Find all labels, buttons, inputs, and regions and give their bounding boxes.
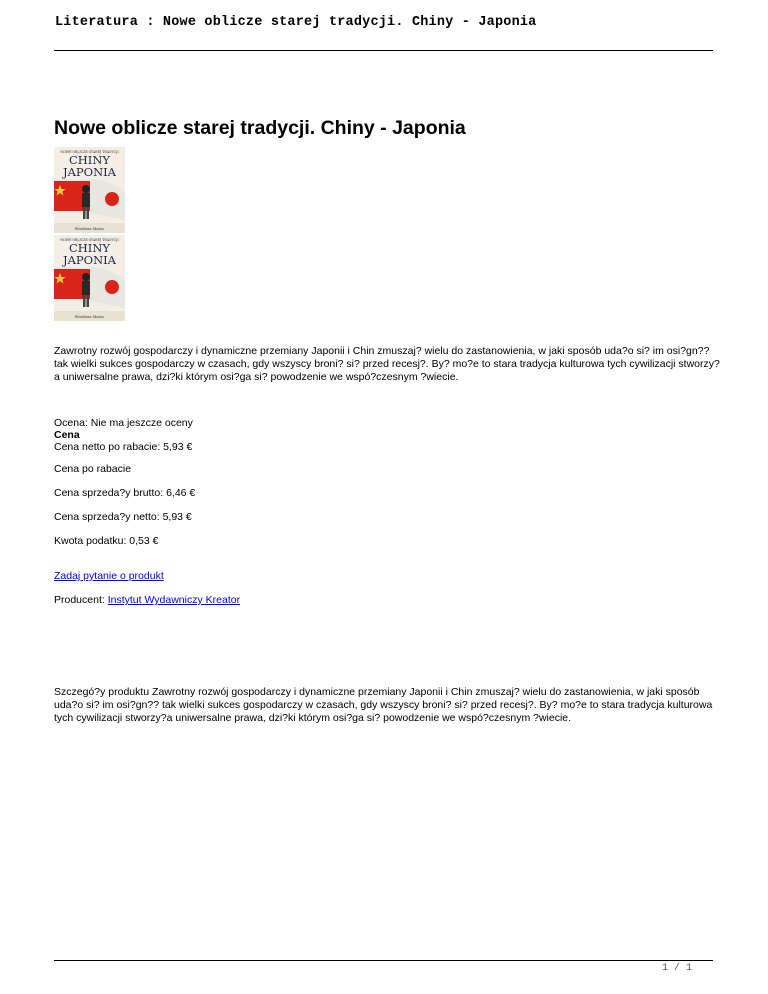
header-divider [54, 50, 713, 51]
producer-link[interactable]: Instytut Wydawniczy Kreator [107, 594, 241, 606]
page-title: Nowe oblicze starej tradycji. Chiny - Japonia [54, 117, 466, 139]
producer-line [54, 594, 240, 607]
tax-amount: Kwota podatku: 0,53 € [54, 535, 159, 547]
cover-author: Wiesława Mazur [74, 227, 105, 231]
page-number: 1 / 1 [662, 963, 693, 974]
price-heading: Cena [54, 429, 80, 441]
footer-divider [54, 960, 713, 961]
product-details: Szczegó?y produktu Zawrotny rozwój gospodarczy i dynamiczne przemiany Japonii i Chin zmuszaj? wielu do zastanowienia, w jaki sposób uda?o si? im osi?gn?? tak wielki sukces gospodarczy w czasach, gdy wszyscy broni? si? przed recesj?. By? mo?e to stara tradycja kulturowa tych cywilizacji stworzy?a uniwersalne prawa, dzi?ki którym osi?ga si? powodzenie we wspó?czesnym ?wiecie. [54, 686, 713, 724]
book-cover-image [54, 235, 125, 321]
cover-author: Wiesława Mazur [74, 315, 105, 319]
product-description: Zawrotny rozwój gospodarczy i dynamiczne przemiany Japonii i Chin zmuszaj? wielu do zastanowienia, w jaki sposób uda?o si? im osi?gn?? tak wielki sukces gospodarczy w czasach, gdy wszyscy broni? si? przed recesj?. By? mo?e to stara tradycja kulturowa tych cywilizacji stworzy?a uniwersalne prawa, dzi?ki którym osi?ga si? powodzenie we wspó?czesnym ?wiecie. [54, 345, 720, 383]
cover-illustration [54, 235, 125, 321]
cover-series-text: NOWE OBLICZE STAREJ TRADYCJI [60, 150, 119, 154]
price-net-after-discount: Cena netto po rabacie: 5,93 € [54, 441, 193, 453]
price-net-sale: Cena sprzeda?y netto: 5,93 € [54, 511, 192, 523]
cover-title-line1: CHINY [68, 153, 111, 167]
price-gross-sale: Cena sprzeda?y brutto: 6,46 € [54, 487, 196, 499]
cover-title-line1: CHINY [68, 241, 111, 255]
price-after-discount: Cena po rabacie [54, 463, 132, 475]
book-cover-image [54, 147, 125, 233]
producer-label: Producent: [54, 594, 108, 606]
cover-illustration [54, 147, 125, 233]
page-header: Literatura : Nowe oblicze starej tradycji. Chiny - Japonia [55, 15, 537, 30]
ask-question-link[interactable]: Zadaj pytanie o produkt [54, 570, 164, 582]
rating-text: Ocena: Nie ma jeszcze oceny [54, 417, 193, 429]
cover-series-text: NOWE OBLICZE STAREJ TRADYCJI [60, 238, 119, 242]
cover-title-line2: JAPONIA [63, 253, 116, 267]
cover-title-line2: JAPONIA [63, 165, 116, 179]
